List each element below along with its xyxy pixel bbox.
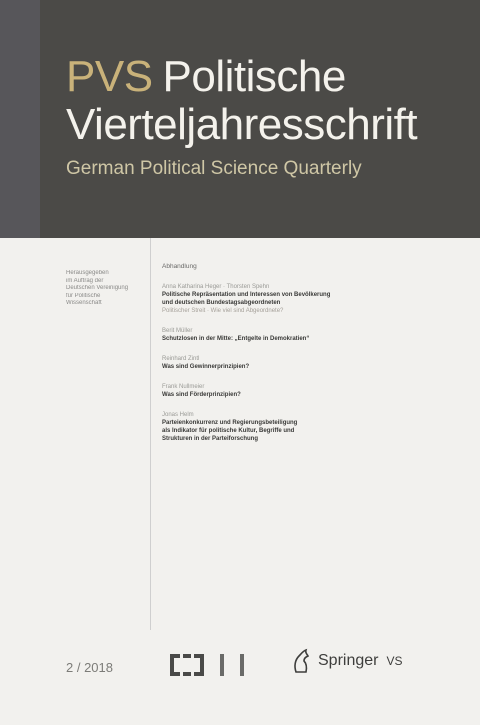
toc-title: und deutschen Bundestagsabgeordneten [162,300,281,306]
journal-abbreviation: PVS [66,52,153,101]
toc-title: Politische Repräsentation und Interessen von Bevölkerung [162,292,331,298]
toc-title: als Indikator für politische Kultur, Begriffe und [162,428,295,434]
journal-title-line2: Vierteljahresschrift [66,100,418,149]
sidebar-line: Wissenschaft [66,300,102,306]
toc-author: Jonas Helm [162,412,194,418]
sidebar-line: im Auftrag der [66,277,104,284]
issue-number: 2 / 2018 [66,660,113,675]
publisher-suffix: VS [386,654,403,668]
sidebar-line: Herausgegeben [66,270,109,276]
springer-horse-icon [290,648,312,674]
toc-title: Parteienkonkurrenz und Regierungsbeteiligung [162,420,298,426]
toc-title: Was sind Förderprinzipien? [162,392,241,398]
toc-title: Strukturen in der Parteiforschung [162,436,259,442]
band-edge [0,0,40,238]
toc-subtitle: Politischer Streit · Wie viel sind Abgeordnete? [162,308,284,314]
toc-author: Anna Katharina Heger · Thorsten Spehn [162,284,270,290]
dvpw-logo-icon [168,650,258,680]
toc-entry [162,383,452,399]
toc-title: Was sind Gewinnerprinzipien? [162,364,250,370]
journal-title-line1: Politische [162,52,346,101]
toc-entry [162,327,452,343]
table-of-contents [162,263,452,455]
cover-footer [0,630,480,725]
toc-author: Frank Nullmeier [162,384,205,390]
toc-entry [162,355,452,371]
toc-title: Schutzlosen in der Mitte: „Entgelte in Demokratien“ [162,336,310,342]
publisher-name: Springer [318,652,379,669]
sidebar-line: für Politische [66,292,101,299]
sidebar-note [66,270,146,308]
publisher-logo [290,648,403,674]
masthead [66,54,460,180]
toc-entry [162,283,452,315]
toc-entry [162,411,452,443]
toc-heading: Abhandlung [162,263,197,270]
sidebar-line: Deutschen Vereinigung [66,285,129,291]
toc-author: Berit Müller [162,328,193,334]
column-divider [150,238,151,630]
journal-subtitle: German Political Science Quarterly [66,158,362,179]
toc-author: Reinhard Zintl [162,356,200,362]
